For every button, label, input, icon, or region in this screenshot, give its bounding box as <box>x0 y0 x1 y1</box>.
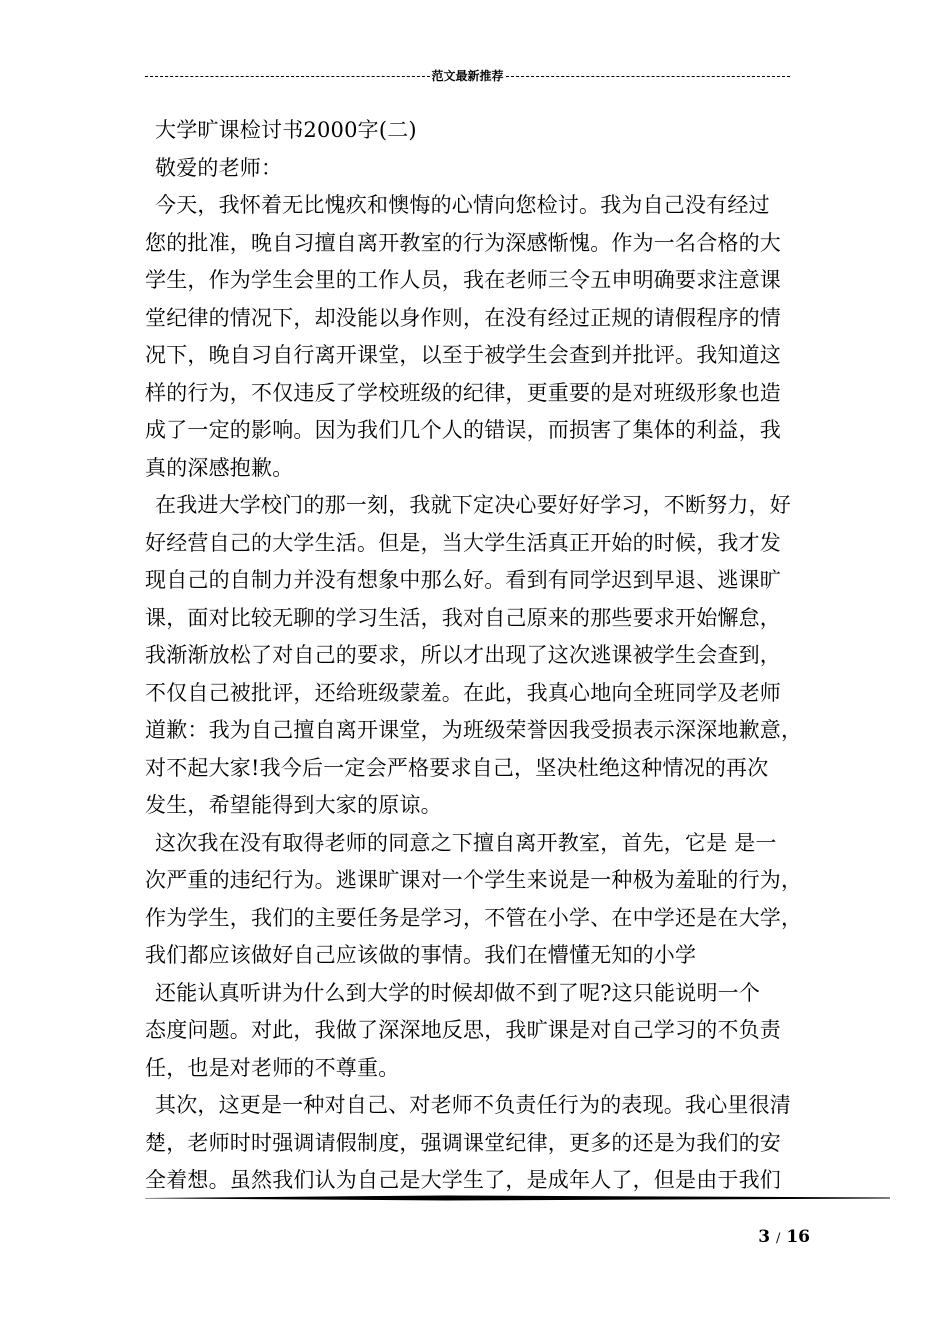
paragraph-line: 这次我在没有取得老师的同意之下擅自离开教室，首先，它是 是一 <box>155 830 777 855</box>
page-number <box>740 1227 810 1247</box>
paragraph-line: 态度问题。对此，我做了深深地反思，我旷课是对自己学习的不负责 <box>145 1018 781 1042</box>
header-dash-right <box>506 76 790 77</box>
paragraph-line: 作为学生，我们的主要任务是学习，不管在小学、在中学还是在大学， <box>145 905 803 930</box>
paragraph-line: 况下，晚自习自行离开课堂，以至于被学生会查到并批评。我知道这 <box>145 343 781 367</box>
paragraph-line: 在我进大学校门的那一刻，我就下定决心要好好学习，不断努力，好 <box>155 493 791 517</box>
paragraph-line: 还能认真听讲为什么到大学的时候却做不到了呢?这只能说明一个 <box>155 980 761 1005</box>
paragraph-line: 全着想。虽然我们认为自己是大学生了，是成年人了，但是由于我们 <box>145 1168 781 1192</box>
page-total: 16 <box>786 1227 810 1247</box>
paragraph-line: 其次，这更是一种对自己、对老师不负责任行为的表现。我心里很清 <box>155 1093 791 1117</box>
paragraph-line: 样的行为，不仅违反了学校班级的纪律，更重要的是对班级形象也造 <box>145 380 781 405</box>
paragraph-line: 堂纪律的情况下，却没能以身作则，在没有经过正规的请假程序的情 <box>145 305 781 330</box>
salutation: 敬爱的老师： <box>155 155 283 180</box>
paragraph-line: 我渐渐放松了对自己的要求，所以才出现了这次逃课被学生会查到， <box>145 643 781 667</box>
page-separator: / <box>776 1231 781 1246</box>
paragraph-line: 真的深感抱歉。 <box>145 455 294 480</box>
paragraph-line: 发生，希望能得到大家的原谅。 <box>145 793 442 817</box>
paragraph-line: 次严重的违纪行为。逃课旷课对一个学生来说是一种极为羞耻的行为， <box>145 868 803 892</box>
paragraph-line: 我们都应该做好自己应该做的事情。我们在懵懂无知的小学 <box>145 943 697 967</box>
paragraph-line: 道歉：我为自己擅自离开课堂，为班级荣誉因我受损表示深深地歉意， <box>145 718 803 742</box>
footer-rule-shape <box>145 1196 890 1201</box>
footer-rule <box>145 1195 890 1201</box>
paragraph-line: 楚，老师时时强调请假制度，强调课堂纪律，更多的还是为我们的安 <box>145 1130 781 1155</box>
page-header <box>145 64 790 86</box>
paragraph-line: 今天，我怀着无比愧疚和懊悔的心情向您检讨。我为自己没有经过 <box>155 193 770 217</box>
paragraph-line: 课，面对比较无聊的学习生活，我对自己原来的那些要求开始懈怠， <box>145 605 781 630</box>
paragraph-line: 好经营自己的大学生活。但是，当大学生活真正开始的时候，我才发 <box>145 530 781 555</box>
page-current: 3 <box>758 1227 771 1247</box>
document-title: 大学旷课检讨书2000字(二) <box>155 118 417 142</box>
paragraph-line: 任，也是对老师的不尊重。 <box>145 1055 400 1080</box>
header-dash-left <box>145 76 430 77</box>
paragraph-line: 学生，作为学生会里的工作人员，我在老师三令五申明确要求注意课 <box>145 268 781 292</box>
document-body <box>145 112 810 1200</box>
paragraph-line: 对不起大家!我今后一定会严格要求自己，坚决杜绝这种情况的再次 <box>145 755 769 780</box>
paragraph-line: 现自己的自制力并没有想象中那么好。看到有同学迟到早退、逃课旷 <box>145 568 781 592</box>
paragraph-line: 成了一定的影响。因为我们几个人的错误，而损害了集体的利益，我 <box>145 418 781 442</box>
header-label: 范文最新推荐 <box>431 68 504 83</box>
paragraph-line: 不仅自己被批评，还给班级蒙羞。在此，我真心地向全班同学及老师 <box>145 680 781 705</box>
paragraph-line: 您的批准，晚自习擅自离开教室的行为深感惭愧。作为一名合格的大 <box>145 230 781 255</box>
